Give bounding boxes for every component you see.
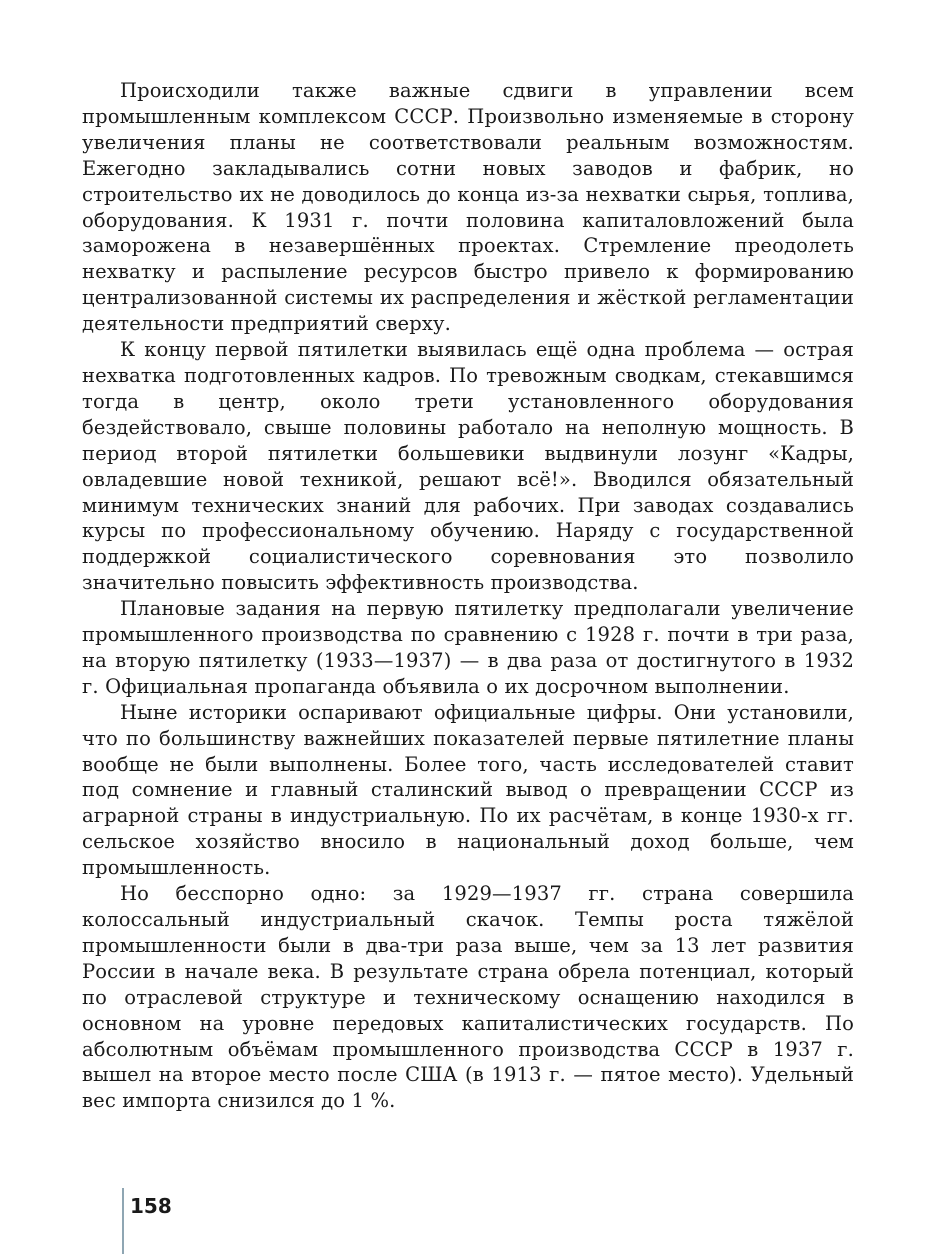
body-text — [82, 78, 854, 1114]
margin-rule — [122, 1188, 124, 1254]
paragraph: Плановые задания на первую пятилетку предполагали увеличение промышленного производства по сравнению с 1928 г. почти в три раза, на вторую пятилетку (1933—1937) — в два раза от достигнутого в 1932 г. Официальная пропаганда объявила о их досрочном выполнении. — [82, 597, 854, 698]
paragraph: Ныне историки оспаривают официальные цифры. Они установили, что по большинству важнейших показателей первые пятилетние планы вообще не были выполнены. Более того, часть исследователей ставит под сомнение и главный сталинский вывод о превращении СССР из аграрной страны в индустриальную. По их расчётам, в конце 1930-х гг. сельское хозяйство вносило в национальный доход больше, чем промышленность. — [82, 700, 854, 880]
page-number: 158 — [130, 1194, 172, 1218]
paragraph: К концу первой пятилетки выявилась ещё одна проблема — острая нехватка подготовленных кадров. По тревожным сводкам, стекавшимся тогда в центр, около трети установленного оборудования бездействовало, свыше половины работало на неполную мощность. В период второй пятилетки большевики выдвинули лозунг «Кадры, овладевшие новой техникой, решают всё!». Вводился обязательный минимум технических знаний для рабочих. При заводах создавались курсы по профессиональному обучению. Наряду с государственной поддержкой социалистического соревнования это позволило значительно повысить эффективность производства. — [82, 338, 854, 595]
paragraph: Но бесспорно одно: за 1929—1937 гг. страна совершила колоссальный индустриальный скачок. Темпы роста тяжёлой промышленности были в два-три раза выше, чем за 13 лет развития России в начале века. В результате страна обрела потенциал, который по отраслевой структуре и техническому оснащению находился в основном на уровне передовых капиталистических государств. По абсолютным объёмам промышленного производства СССР в 1937 г. вышел на второе место после США (в 1913 г. — пятое место). Удельный вес импорта снизился до 1 %. — [82, 882, 854, 1113]
paragraph: Происходили также важные сдвиги в управлении всем промышленным комплексом СССР. Произвольно изменяемые в сторону увеличения планы не соответствовали реальным возможностям. Ежегодно закладывались сотни новых заводов и фабрик, но строительство их не доводилось до конца из-за нехватки сырья, топлива, оборудования. К 1931 г. почти половина капиталовложений была заморожена в незавершённых проектах. Стремление преодолеть нехватку и распыление ресурсов быстро привело к формированию централизованной системы их распределения и жёсткой регламентации деятельности предприятий сверху. — [82, 79, 854, 336]
